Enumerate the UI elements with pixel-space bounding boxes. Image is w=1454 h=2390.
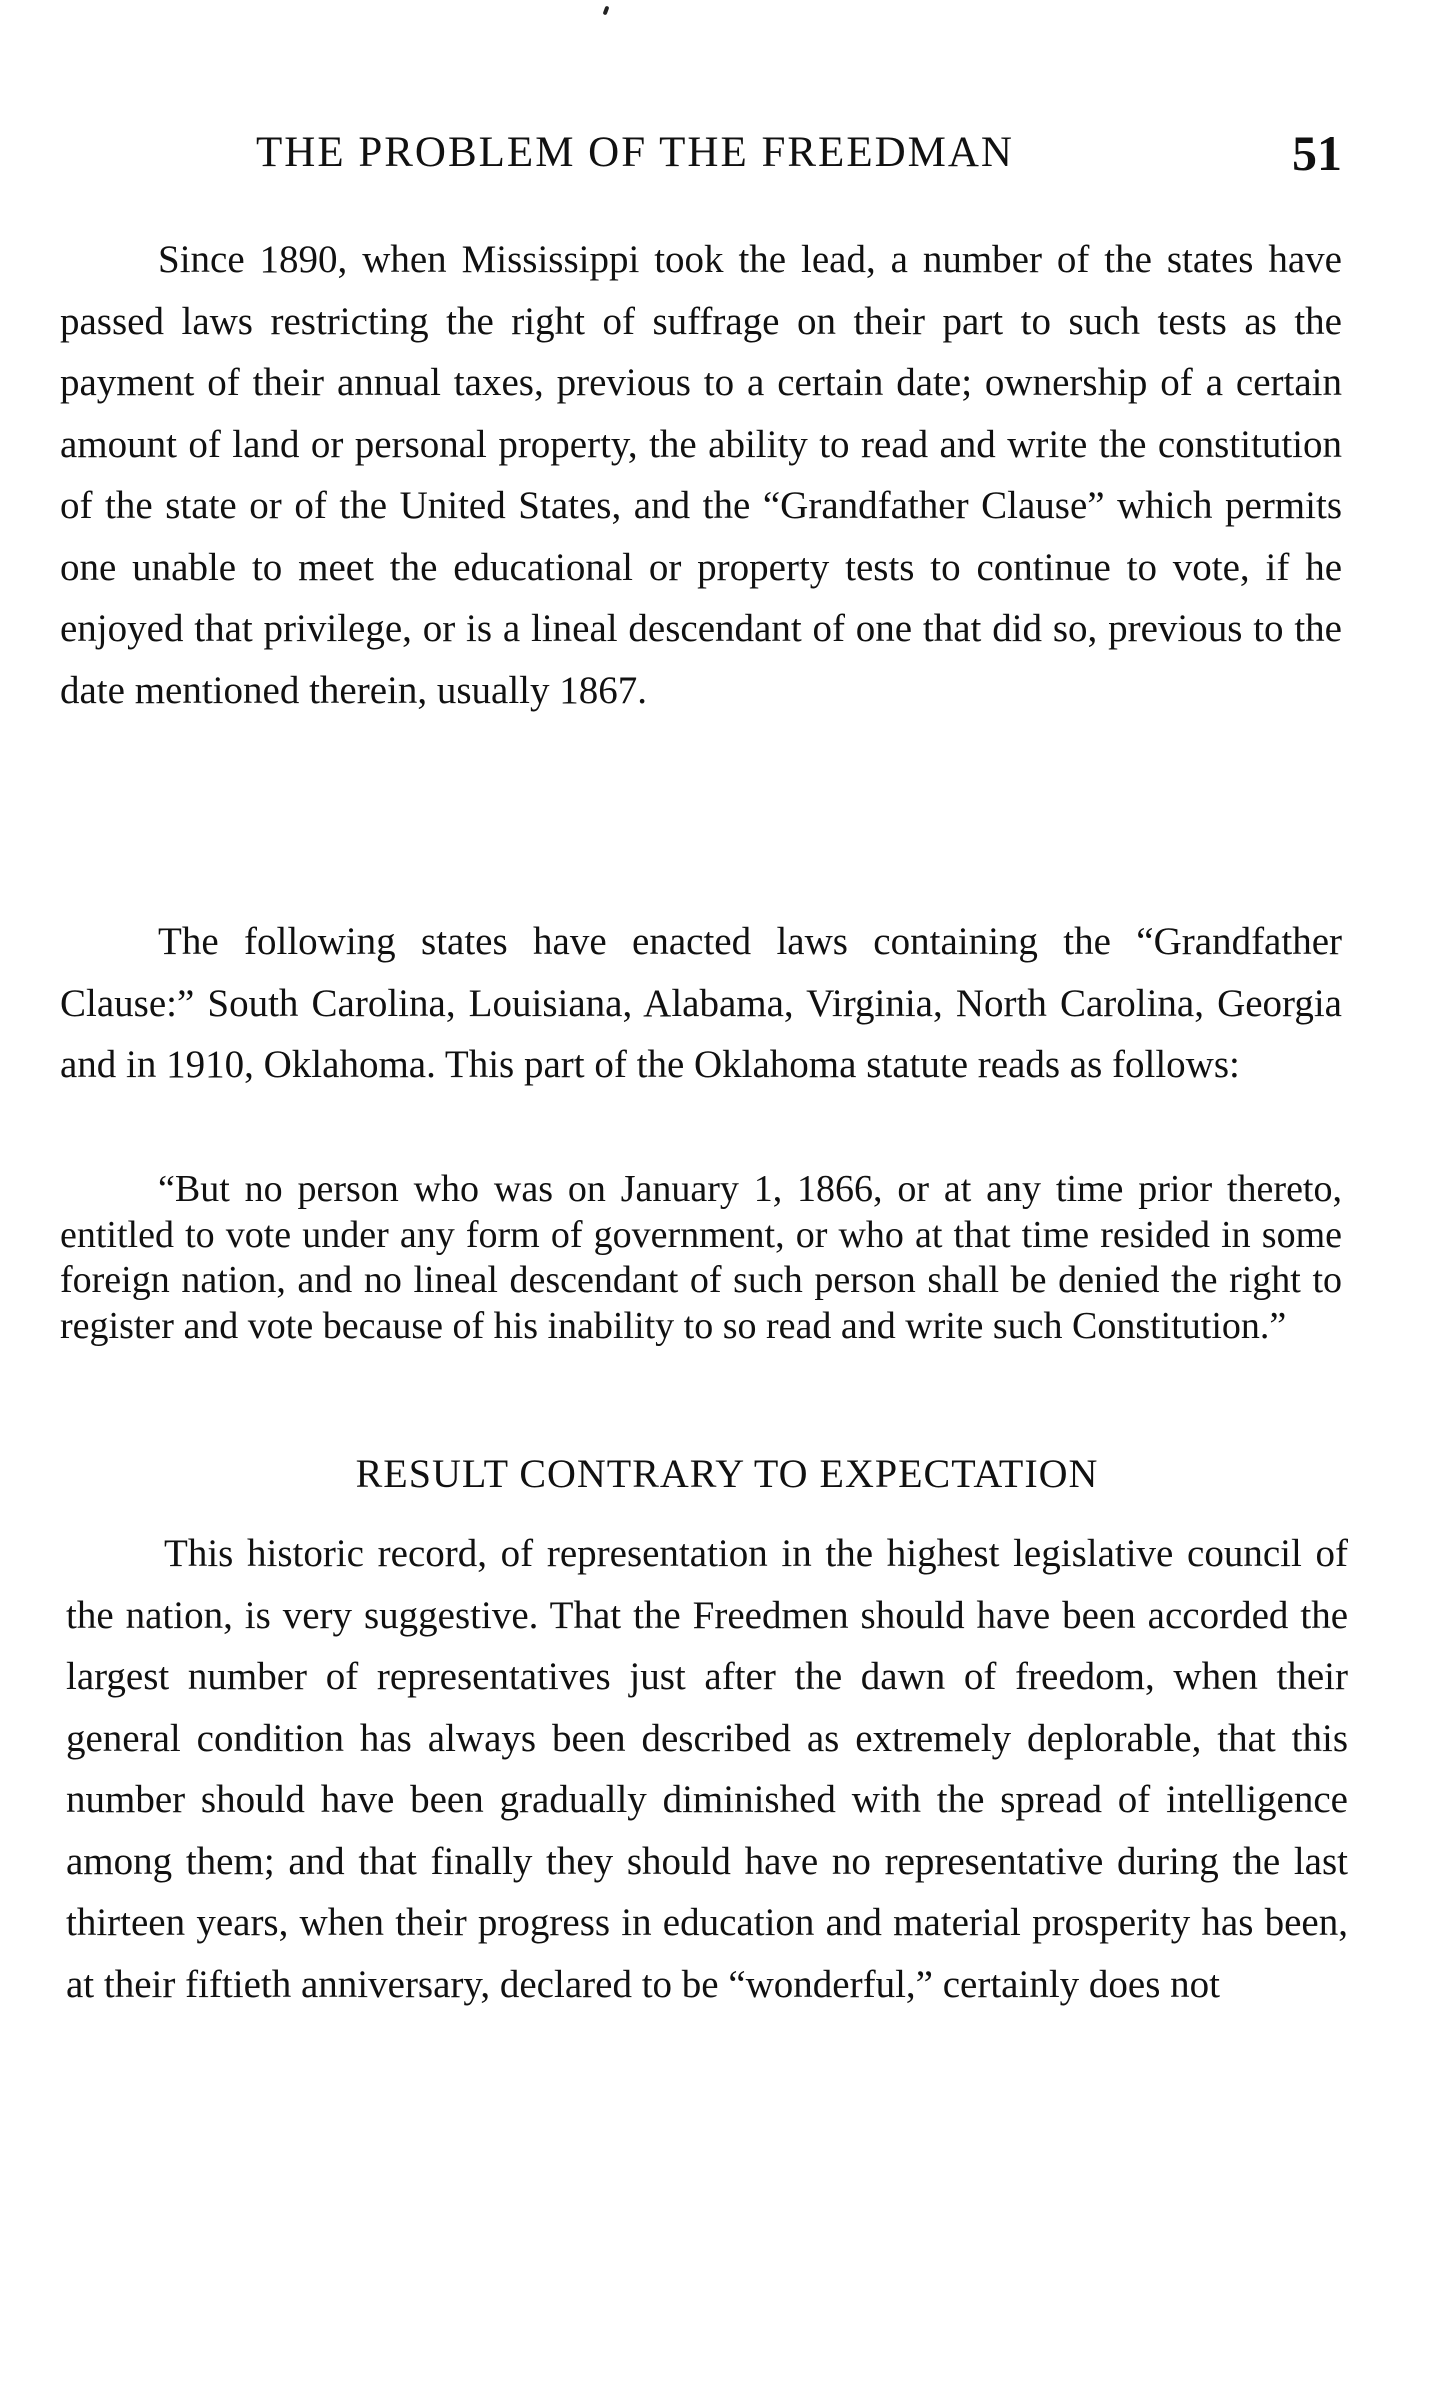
ink-speck [603, 6, 610, 16]
paragraph-historic-record: This historic record, of representation in the highest legislative council of the nation, is very suggestive. That the Freedmen should have been accorded the largest number of representatives just after the dawn of freedom, when their general condition has always been described as extremely deplorable, that this number should have been gradually diminished with the spread of intelligence among them; and that finally they should have no representative during the last thirteen years, when their progress in education and material prosperity has been, at their fiftieth anniversary, declared to be “wonderful,” certainly does not [66, 1532, 1348, 2006]
page-number: 51 [1292, 125, 1342, 181]
paragraph-suffrage-laws: Since 1890, when Mississippi took the lead, a number of the states have passed laws restricting the right of suffrage on their part to such tests as the payment of their annual taxes, previous to a certain date; ownership of a certain amount of land or personal property, the ability to read and write the constitution of the state or of the United States, and the “Grandfather Clause” which permits one unable to meet the educational or property tests to continue to vote, if he enjoyed that privilege, or is a lineal descendant of one that did so, previous to the date mentioned therein, usually 1867. [60, 238, 1342, 712]
section-heading: RESULT CONTRARY TO EXPECTATION [355, 1451, 1099, 1496]
running-header [60, 125, 1342, 188]
running-title: THE PROBLEM OF THE FREEDMAN [256, 129, 1014, 176]
oklahoma-statute-quotation: “But no person who was on January 1, 1866, or at any time prior thereto, entitled to vote under any form of government, or who at that time resided in some foreign nation, and no lineal descendant of such person shall be denied the right to register and vote because of his inability to so read and write such Constitution.” [60, 1168, 1342, 1347]
paragraph-grandfather-clause: The following states have enacted laws containing the “Grandfather Clause:” South Carolina, Louisiana, Alabama, Virginia, North Carolina, Georgia and in 1910, Oklahoma. This part of the Oklahoma statute reads as follows: [60, 920, 1342, 1086]
